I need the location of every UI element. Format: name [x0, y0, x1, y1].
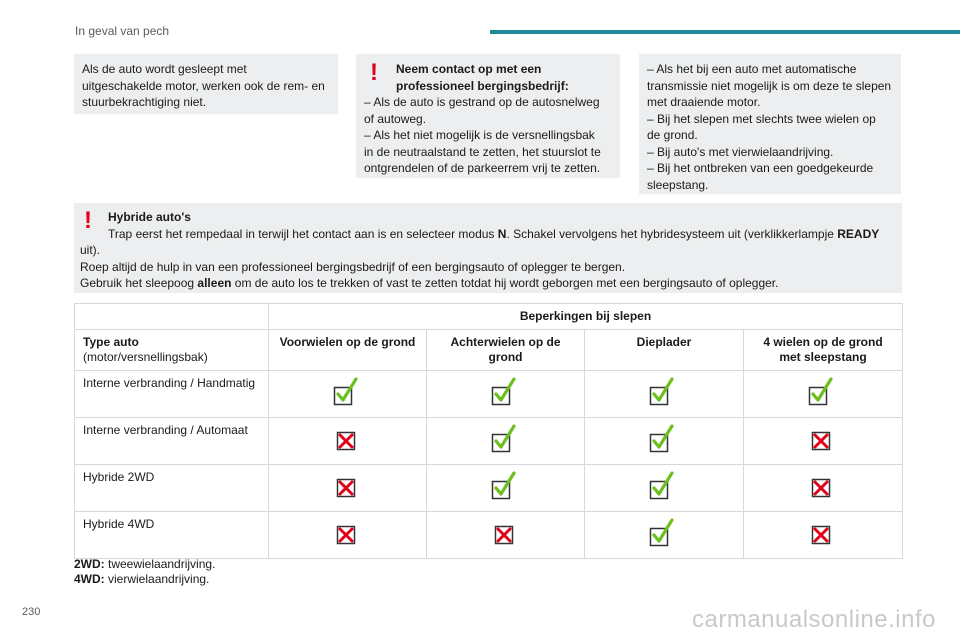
text-line: – Bij auto's met vierwielaandrijving. — [647, 144, 834, 159]
text-line: – Als het bij een auto met automatische — [647, 62, 857, 76]
checkmark-icon — [490, 424, 522, 454]
table-cell — [427, 371, 585, 418]
column-header: 4 wielen op de grond met sleepstang — [744, 330, 903, 371]
column-title: Type auto — [83, 335, 139, 349]
footnote-4wd — [74, 572, 209, 587]
header-title: In geval van pech — [75, 24, 170, 38]
footnote-2wd — [74, 557, 215, 572]
footnote-term: 2WD: — [74, 557, 105, 571]
warning-icon: ! — [84, 207, 92, 234]
table-row — [75, 512, 903, 559]
table-group-header-row — [75, 304, 903, 330]
text-line: uit). — [80, 243, 101, 257]
table-cell — [427, 465, 585, 512]
column-subtitle: (motor/versnellingsbak) — [83, 350, 208, 364]
row-label: Interne verbranding / Automaat — [75, 418, 269, 465]
text-line: de grond. — [647, 128, 698, 142]
table-cell — [744, 465, 903, 512]
checkmark-icon — [648, 424, 680, 454]
column-header: Dieplader — [585, 330, 744, 371]
table-cell — [585, 512, 744, 559]
warning-box-hybrid — [74, 203, 902, 293]
checkmark-icon — [332, 377, 364, 407]
warning-box-contact-towing — [356, 54, 620, 178]
text-line: transmissie niet mogelijk is om deze te slepen — [647, 78, 892, 93]
column-header: Voorwielen op de grond — [269, 330, 427, 371]
warning-icon: ! — [370, 59, 378, 86]
text-fragment: Gebruik het sleepoog — [80, 276, 198, 290]
table-group-header: Beperkingen bij slepen — [269, 304, 903, 330]
table-cell — [269, 418, 427, 465]
checkmark-icon — [807, 377, 839, 407]
table-cell — [585, 418, 744, 465]
info-box-brakes — [74, 54, 338, 114]
cross-icon — [332, 424, 364, 454]
warning-heading: Neem contact op met een — [396, 62, 542, 76]
table-cell — [269, 465, 427, 512]
cross-icon — [807, 471, 839, 501]
row-label: Hybride 2WD — [75, 465, 269, 512]
text-line — [80, 275, 894, 292]
checkmark-icon — [648, 518, 680, 548]
cross-icon — [332, 518, 364, 548]
checkmark-icon — [490, 377, 522, 407]
table-row — [75, 465, 903, 512]
table-empty-cell — [75, 304, 269, 330]
cross-icon — [807, 424, 839, 454]
column-header: Achterwielen op de grond — [427, 330, 585, 371]
text-line: – Als de auto is gestrand op de autosnelweg — [364, 95, 600, 109]
mode-n: N — [497, 226, 507, 241]
table-cell — [269, 512, 427, 559]
table-cell — [427, 418, 585, 465]
text-line: of autoweg. — [364, 111, 427, 126]
checkmark-icon — [490, 471, 522, 501]
page-number: 230 — [22, 606, 41, 618]
info-box-conditions — [639, 54, 901, 194]
text-fragment: Trap eerst het rempedaal in terwijl het contact aan is en selecteer modus — [108, 226, 498, 241]
table-cell — [744, 418, 903, 465]
warning-heading: Hybride auto's — [108, 210, 191, 224]
text-fragment: om de auto los te trekken of vast te zetten totdat hij wordt geborgen met een bergingsauto of oplegger. — [231, 276, 779, 290]
text-line: uitgeschakelde motor, werken ook de rem- en — [82, 78, 325, 93]
table-cell — [744, 512, 903, 559]
text-line: met draaiende motor. — [647, 95, 761, 109]
table-row — [75, 371, 903, 418]
table-cell — [269, 371, 427, 418]
table-cell — [585, 465, 744, 512]
cross-icon — [807, 518, 839, 548]
table-cell — [744, 371, 903, 418]
text-line: – Bij het ontbreken van een goedgekeurde — [647, 161, 874, 175]
ready-indicator-label: READY — [837, 226, 880, 241]
cross-icon — [332, 471, 364, 501]
warning-heading: professioneel bergingsbedrijf: — [396, 78, 569, 93]
table-cell — [585, 371, 744, 418]
towing-restrictions-table — [74, 303, 903, 559]
checkmark-icon — [648, 377, 680, 407]
text-line: – Als het niet mogelijk is de versnellingsbak — [364, 128, 595, 142]
text-line: – Bij het slepen met slechts twee wielen op — [647, 111, 876, 126]
text-line: Roep altijd de hulp in van een professioneel bergingsbedrijf of een bergingsauto of oplegger te bergen. — [80, 259, 626, 274]
text-line: stuurbekrachtiging niet. — [82, 95, 207, 109]
text-line: ontgrendelen of de parkeerrem vrij te zetten. — [364, 161, 601, 175]
checkmark-icon — [648, 471, 680, 501]
row-label: Interne verbranding / Handmatig — [75, 371, 269, 418]
table-cell — [427, 512, 585, 559]
row-label: Hybride 4WD — [75, 512, 269, 559]
watermark: carmanualsonline.info — [692, 606, 936, 633]
table-row — [75, 418, 903, 465]
text-line: in de neutraalstand te zetten, het stuurslot te — [364, 144, 601, 159]
table-body — [75, 371, 903, 559]
footnote-text: vierwielaandrijving. — [104, 572, 210, 586]
footnote-term: 4WD: — [74, 572, 105, 586]
column-header-vehicle-type — [75, 330, 269, 371]
emphasis-alleen: alleen — [197, 276, 232, 290]
text-line: Als de auto wordt gesleept met — [82, 62, 247, 76]
header-accent-bar — [490, 30, 960, 34]
text-line: sleepstang. — [647, 177, 709, 192]
cross-icon — [490, 518, 522, 548]
text-fragment: . Schakel vervolgens het hybridesysteem uit (verklikkerlampje — [506, 226, 838, 241]
table-column-header-row — [75, 330, 903, 371]
text-line — [80, 226, 894, 243]
footnote-text: tweewielaandrijving. — [104, 557, 216, 571]
